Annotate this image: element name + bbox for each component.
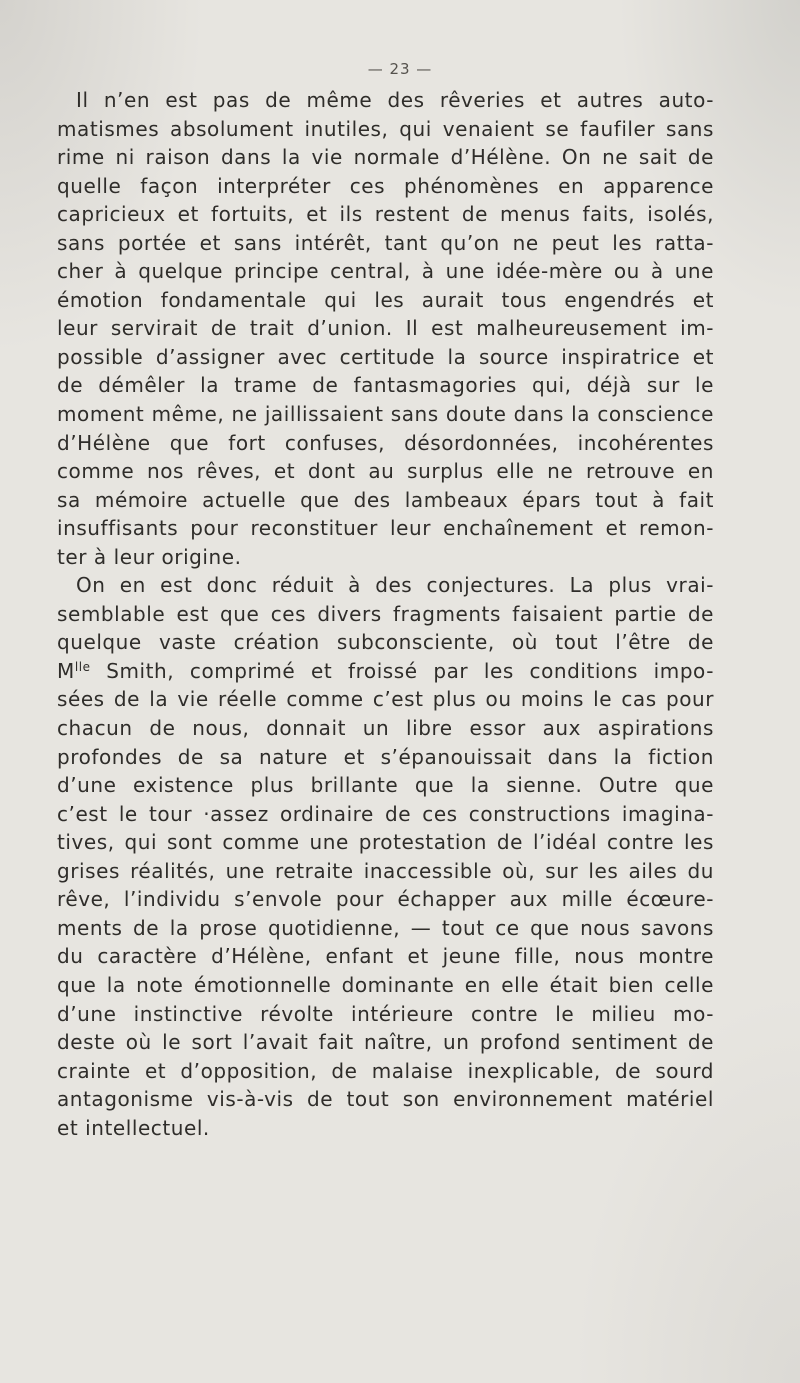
text-line — [57, 115, 714, 144]
line-text: émotion fondamentale qui les aurait tous engendrés et — [57, 287, 714, 312]
text-line — [57, 1085, 714, 1114]
text-line — [57, 514, 714, 543]
line-text: ter à leur origine. — [57, 544, 242, 569]
line-text: rime ni raison dans la vie normale d’Hélène. On ne sait de — [57, 145, 714, 170]
line-text: grises réalités, une retraite inaccessible où, sur les ailes du — [57, 858, 714, 883]
line-text: matismes absolument inutiles, qui venaient se faufiler sans — [57, 116, 714, 141]
title-abbreviation: M — [57, 658, 75, 683]
text-line — [57, 86, 714, 115]
text-line — [57, 1057, 714, 1086]
line-text: antagonisme vis-à-vis de tout son environnement matériel — [57, 1087, 714, 1112]
text-line — [57, 486, 714, 515]
line-text: Il n’en est pas de même des rêveries et autres auto- — [76, 88, 714, 112]
text-line — [57, 200, 714, 229]
line-text: quelle façon interpréter ces phénomènes en apparence — [57, 173, 714, 198]
line-text: chacun de nous, donnait un libre essor aux aspirations — [57, 716, 714, 741]
text-line — [57, 286, 714, 315]
line-text: leur servirait de trait d’union. Il est malheureusement im- — [57, 316, 714, 341]
line-text: sées de la vie réelle comme c’est plus ou moins le cas pour — [57, 687, 714, 712]
line-text: comme nos rêves, et dont au surplus elle ne retrouve en — [57, 459, 714, 484]
line-text: moment même, ne jaillissaient sans doute dans la conscience — [57, 402, 714, 427]
text-line — [57, 371, 714, 400]
text-line — [57, 685, 714, 714]
line-text: possible d’assigner avec certitude la source inspiratrice et — [57, 344, 714, 369]
line-text: du caractère d’Hélène, enfant et jeune fille, nous montre — [57, 944, 714, 969]
line-text: deste où le sort l’avait fait naître, un profond sentiment de — [57, 1030, 714, 1055]
line-text: que la note émotionnelle dominante en elle était bien celle — [57, 972, 714, 997]
text-line — [57, 828, 714, 857]
line-text: d’une instinctive révolte intérieure contre le milieu mo- — [57, 1001, 714, 1026]
text-line — [57, 314, 714, 343]
text-line — [57, 942, 714, 971]
text-line — [57, 1028, 714, 1057]
text-line — [57, 543, 714, 572]
line-text: quelque vaste création subconsciente, où tout l’être de — [57, 630, 714, 655]
text-line — [57, 885, 714, 914]
page-number: — 23 — — [367, 60, 433, 78]
line-text: sa mémoire actuelle que des lambeaux épars tout à fait — [57, 487, 714, 512]
body-text — [57, 86, 714, 1142]
line-text: rêve, l’individu s’envole pour échapper aux mille écœure- — [57, 887, 714, 912]
line-text: semblable est que ces divers fragments faisaient partie de — [57, 601, 714, 626]
line-text: et intellectuel. — [57, 1115, 210, 1140]
text-line — [57, 257, 714, 286]
line-text: profondes de sa nature et s’épanouissait dans la fiction — [57, 744, 714, 769]
line-text: c’est le tour ·assez ordinaire de ces constructions imagina- — [57, 801, 714, 826]
text-line — [57, 400, 714, 429]
line-text: Smith, comprimé et froissé par les conditions impo- — [106, 658, 714, 683]
text-line — [57, 857, 714, 886]
line-text: ments de la prose quotidienne, — tout ce que nous savons — [57, 915, 714, 940]
text-line — [57, 457, 714, 486]
text-line — [57, 771, 714, 800]
text-line — [57, 429, 714, 458]
text-line — [57, 971, 714, 1000]
line-text: d’une existence plus brillante que la sienne. Outre que — [57, 773, 714, 798]
text-line — [57, 657, 714, 686]
text-line — [57, 1114, 714, 1143]
text-line — [57, 1000, 714, 1029]
line-text: de démêler la trame de fantasmagories qui, déjà sur le — [57, 373, 714, 398]
line-text: capricieux et fortuits, et ils restent de menus faits, isolés, — [57, 202, 714, 227]
line-text: crainte et d’opposition, de malaise inexplicable, de sourd — [57, 1058, 714, 1083]
line-text: d’Hélène que fort confuses, désordonnées, incohérentes — [57, 430, 714, 455]
line-text: tives, qui sont comme une protestation de l’idéal contre les — [57, 830, 714, 855]
text-line — [57, 800, 714, 829]
text-line — [57, 743, 714, 772]
text-line — [57, 571, 714, 600]
line-text: On en est donc réduit à des conjectures. La plus vrai- — [76, 573, 714, 598]
text-line — [57, 229, 714, 258]
text-line — [57, 914, 714, 943]
title-superscript: lle — [74, 659, 91, 674]
text-line — [57, 714, 714, 743]
text-line — [57, 343, 714, 372]
text-line — [57, 143, 714, 172]
text-line — [57, 172, 714, 201]
line-text: cher à quelque principe central, à une idée-mère ou à une — [57, 259, 714, 284]
line-text: insuffisants pour reconstituer leur enchaînement et remon- — [57, 516, 714, 541]
line-text: sans portée et sans intérêt, tant qu’on ne peut les ratta- — [57, 230, 714, 255]
text-line — [57, 600, 714, 629]
text-line — [57, 628, 714, 657]
